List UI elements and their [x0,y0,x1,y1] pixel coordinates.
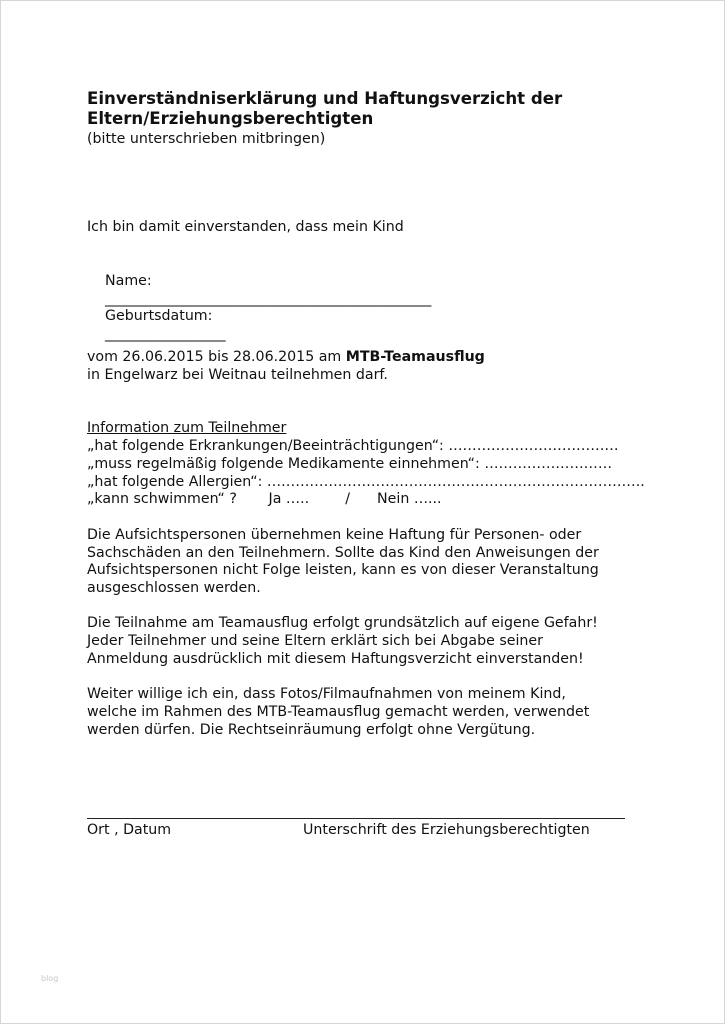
event-prefix: vom 26.06.2015 bis 28.06.2015 am [87,349,346,365]
info-item: „hat folgende Erkrankungen/Beeinträchtigungen“: ……………………………… [87,438,619,454]
info-item: „muss regelmäßig folgende Medikamente einnehmen“: ……………………… [87,456,613,472]
paragraph-line: Aufsichtspersonen nicht Folge leisten, kann es von dieser Veranstaltung [87,562,599,578]
birthdate-label: Geburtsdatum: [105,308,213,324]
paragraph-line: welche im Rahmen des MTB-Teamausflug gemacht werden, verwendet [87,704,590,720]
paragraph-line: werden dürfen. Die Rechtseinräumung erfolgt ohne Vergütung. [87,722,536,738]
paragraph-line: Weiter willige ich ein, dass Fotos/Filmaufnahmen von meinem Kind, [87,686,566,702]
paragraph-line: Die Teilnahme am Teamausflug erfolgt grundsätzlich auf eigene Gefahr! [87,615,598,631]
signature-line [87,818,625,819]
event-location: in Engelwarz bei Weitnau teilnehmen darf. [87,367,388,383]
info-item: „kann schwimmen“ ? Ja ….. / Nein …... [87,491,442,507]
paragraph-line: Die Aufsichtspersonen übernehmen keine Haftung für Personen- oder [87,527,582,543]
name-label: Name: [105,273,152,289]
info-heading: Information zum Teilnehmer [87,420,287,436]
info-item: „hat folgende Allergien“: …………………………………………………………………….. [87,474,645,490]
document-title-line2: Eltern/Erziehungsberechtigten [87,109,374,128]
paragraph-line: ausgeschlossen werden. [87,580,261,596]
document-title-line1: Einverständniserklärung und Haftungsverzicht der [87,89,563,108]
name-blank: ______________________________________________ [105,291,432,307]
paragraph-line: Jeder Teilnehmer und seine Eltern erklärt sich bei Abgabe seiner [87,633,543,649]
place-date-label: Ort , Datum [87,822,172,838]
intro-text: Ich bin damit einverstanden, dass mein Kind [87,219,404,235]
event-line [87,348,485,366]
paragraph-line: Sachschäden an den Teilnehmern. Sollte das Kind den Anweisungen der [87,545,599,561]
watermark: blog [41,974,59,983]
event-name: MTB-Teamausflug [345,349,485,365]
paragraph-line: Anmeldung ausdrücklich mit diesem Haftungsverzicht einverstanden! [87,651,584,667]
birthdate-blank: _________________ [105,326,226,342]
signature-label: Unterschrift des Erziehungsberechtigten [303,822,590,838]
document-subtitle: (bitte unterschrieben mitbringen) [87,131,326,147]
